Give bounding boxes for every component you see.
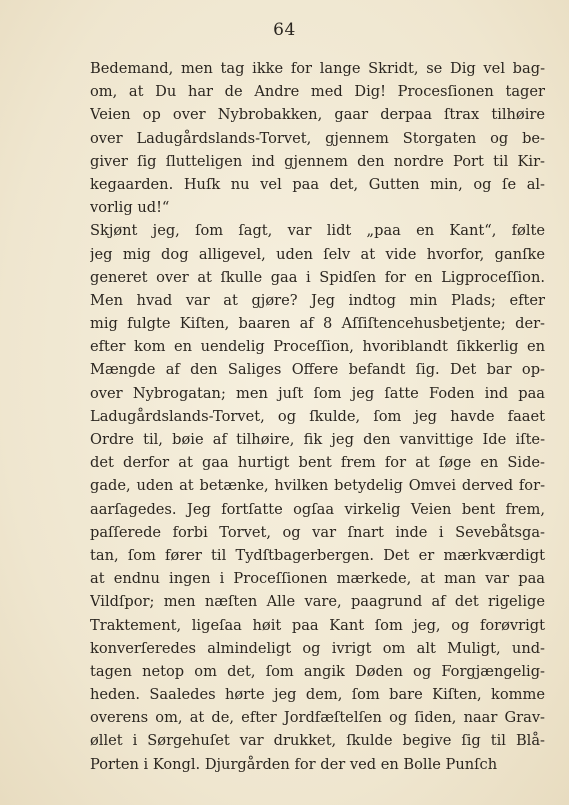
text-line: over Nybrogatan; men juſt ſom jeg ſatte Foden ind paa (90, 384, 545, 402)
text-line: øllet i Sørgehuſet var drukket, ſkulde begive ſig til Blå- (90, 732, 545, 750)
text-line: tan, ſom fører til Tydſtbagerbergen. Det er mærkværdigt (90, 546, 545, 564)
text-line: generet over at ſkulle gaa i Spidſen for en Ligproceſſion. (90, 268, 545, 286)
text-line: jeg mig dog alligevel, uden ſelv at vide hvorfor, ganſke (90, 245, 545, 263)
text-line: Porten i Kongl. Djurgården for der ved en Bolle Punſch (90, 755, 498, 773)
text-line: mig fulgte Kiſten, baaren af 8 Aſſiſtencehusbetjente; der- (90, 315, 545, 333)
text-line: gade, uden at betænke, hvilken betydelig Omvei derved for- (90, 477, 545, 495)
text-line: Traktement, ligeſaa høit paa Kant ſom jeg, og forøvrigt (90, 616, 545, 634)
text-line: heden. Saaledes hørte jeg dem, ſom bare Kiſten, komme (90, 686, 545, 704)
text-line: Ladugårdslands-Torvet, og ſkulde, ſom jeg havde faaet (90, 407, 545, 425)
text-line: over Ladugårdslands-Torvet, gjennem Storgaten og be- (90, 129, 545, 147)
text-line: konverſeredes almindeligt og ivrigt om alt Muligt, und- (90, 639, 545, 657)
text-line: at endnu ingen i Proceſſionen mærkede, at man var paa (90, 570, 545, 588)
text-line: kegaarden. Huſk nu vel paa det, Gutten min, og ſe al- (90, 175, 545, 193)
text-line: Veien op over Nybrobakken, gaar derpaa ſtrax tilhøire (90, 106, 545, 124)
text-line: paſſerede forbi Torvet, og var ſnart inde i Sevebåtsga- (90, 523, 545, 541)
page-number: 64 (273, 20, 296, 40)
text-line: giver ſig ſlutteligen ind gjennem den nordre Port til Kir- (90, 152, 545, 170)
text-line: det derfor at gaa hurtigt bent frem for at ſøge en Side- (90, 454, 545, 472)
text-line: aarſagedes. Jeg fortſatte ogſaa virkelig Veien bent frem, (90, 500, 545, 518)
text-line: efter kom en uendelig Proceſſion, hvoriblandt ſikkerlig en (90, 338, 545, 356)
text-line: tagen netop om det, ſom angik Døden og Forgjængelig- (90, 662, 545, 680)
text-line: Men hvad var at gjøre? Jeg indtog min Plads; efter (90, 291, 545, 309)
body-text (90, 57, 545, 776)
text-line: om, at Du har de Andre med Dig! Procesſionen tager (90, 83, 545, 101)
text-line: overens om, at de, efter Jordfæſtelſen og ſiden, naar Grav- (90, 709, 545, 727)
text-line: Vildſpor; men næſten Alle vare, paagrund af det rigelige (90, 593, 545, 611)
text-line: Ordre til, bøie af tilhøire, fik jeg den vanvittige Ide iſte- (90, 431, 545, 448)
text-line: Bedemand, men tag ikke for lange Skridt, se Dig vel bag- (90, 60, 545, 77)
text-line: Skjønt jeg, ſom ſagt, var lidt „paa en Kant“, følte (90, 222, 545, 240)
text-line: Mængde af den Saliges Offere befandt ſig. Det bar op- (90, 361, 545, 379)
text-line: vorlig ud!“ (90, 199, 170, 217)
